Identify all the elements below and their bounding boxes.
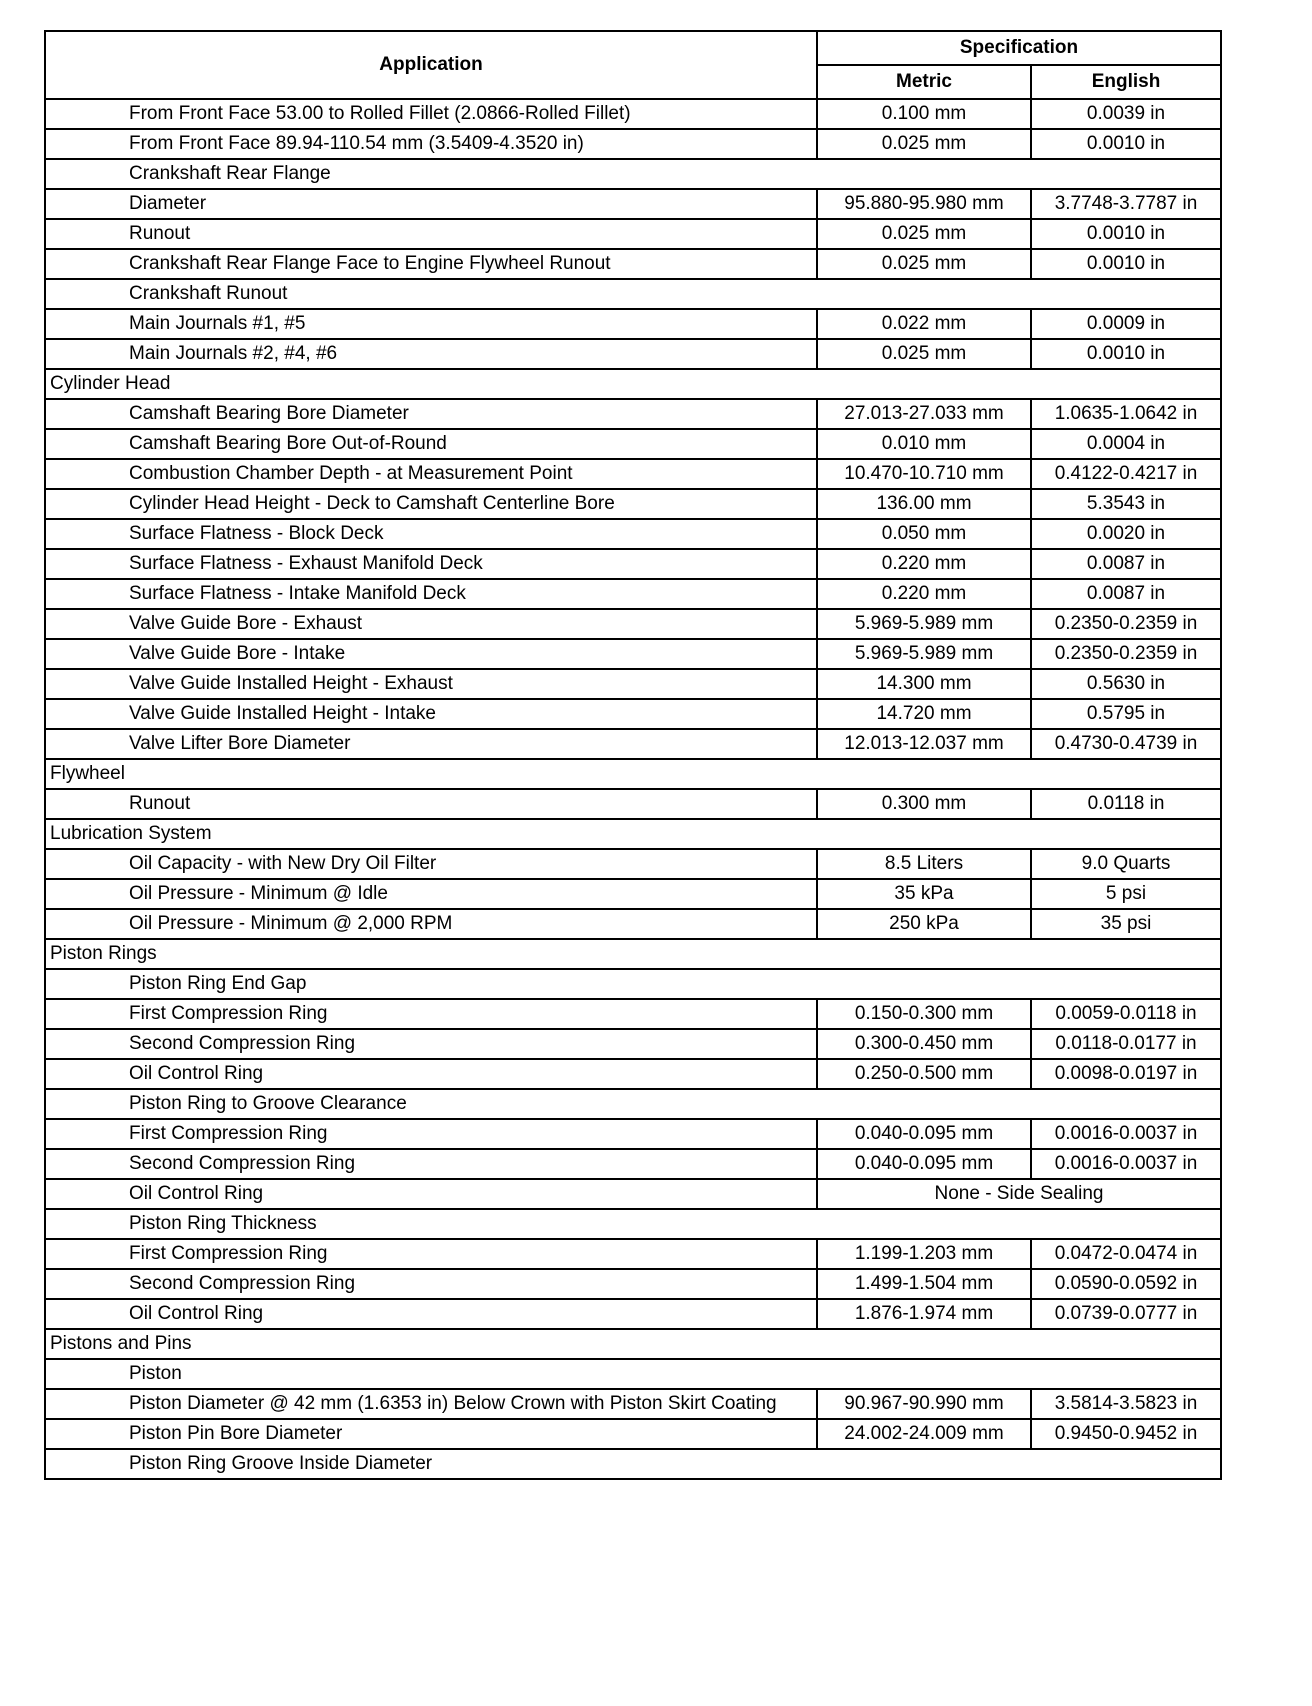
- row-label: Oil Capacity - with New Dry Oil Filter: [45, 849, 817, 879]
- table-row: [45, 1059, 1221, 1089]
- row-label: Valve Guide Bore - Intake: [45, 639, 817, 669]
- english-value: 0.9450-0.9452 in: [1031, 1419, 1221, 1449]
- table-row: [45, 99, 1221, 129]
- metric-value: 0.040-0.095 mm: [817, 1149, 1031, 1179]
- english-value: 35 psi: [1031, 909, 1221, 939]
- table-row: [45, 399, 1221, 429]
- english-value: 0.0020 in: [1031, 519, 1221, 549]
- table-row: [45, 1119, 1221, 1149]
- row-label: Valve Lifter Bore Diameter: [45, 729, 817, 759]
- row-label: Second Compression Ring: [45, 1269, 817, 1299]
- english-value: 0.0590-0.0592 in: [1031, 1269, 1221, 1299]
- section-label: Piston Rings: [45, 939, 1221, 969]
- english-value: 0.0016-0.0037 in: [1031, 1119, 1221, 1149]
- row-label: Oil Control Ring: [45, 1059, 817, 1089]
- section-label: Lubrication System: [45, 819, 1221, 849]
- english-value: 0.5795 in: [1031, 699, 1221, 729]
- table-row: [45, 489, 1221, 519]
- metric-value: 0.220 mm: [817, 549, 1031, 579]
- table-row: [45, 1239, 1221, 1269]
- row-label: Crankshaft Rear Flange Face to Engine Flywheel Runout: [45, 249, 817, 279]
- row-label: First Compression Ring: [45, 1119, 817, 1149]
- row-label: From Front Face 89.94-110.54 mm (3.5409-4.3520 in): [45, 129, 817, 159]
- metric-value: 1.199-1.203 mm: [817, 1239, 1031, 1269]
- english-value: 5.3543 in: [1031, 489, 1221, 519]
- section-label: Cylinder Head: [45, 369, 1221, 399]
- table-row: [45, 1299, 1221, 1329]
- section-label: Pistons and Pins: [45, 1329, 1221, 1359]
- row-label: First Compression Ring: [45, 999, 817, 1029]
- metric-value: 0.300 mm: [817, 789, 1031, 819]
- table-row: [45, 1269, 1221, 1299]
- row-label: First Compression Ring: [45, 1239, 817, 1269]
- english-value: 0.0098-0.0197 in: [1031, 1059, 1221, 1089]
- table-row: [45, 519, 1221, 549]
- row-label: Piston Ring Groove Inside Diameter: [45, 1449, 1221, 1479]
- table-row: [45, 1389, 1221, 1419]
- table-row: [45, 879, 1221, 909]
- row-label: Piston Ring End Gap: [45, 969, 1221, 999]
- metric-value: 10.470-10.710 mm: [817, 459, 1031, 489]
- table-header: [45, 31, 1221, 99]
- metric-value: 24.002-24.009 mm: [817, 1419, 1031, 1449]
- table-row: [45, 699, 1221, 729]
- metric-value: 0.010 mm: [817, 429, 1031, 459]
- table-row: [45, 219, 1221, 249]
- row-label: Second Compression Ring: [45, 1029, 817, 1059]
- row-label: Valve Guide Installed Height - Intake: [45, 699, 817, 729]
- table-row: [45, 999, 1221, 1029]
- english-value: 9.0 Quarts: [1031, 849, 1221, 879]
- table-row: [45, 639, 1221, 669]
- metric-value: 95.880-95.980 mm: [817, 189, 1031, 219]
- table-row: [45, 819, 1221, 849]
- english-value: 3.5814-3.5823 in: [1031, 1389, 1221, 1419]
- metric-value: 0.100 mm: [817, 99, 1031, 129]
- row-label: Piston Ring to Groove Clearance: [45, 1089, 1221, 1119]
- table-row: [45, 1209, 1221, 1239]
- table-row: [45, 249, 1221, 279]
- metric-value: 90.967-90.990 mm: [817, 1389, 1031, 1419]
- table-row: [45, 969, 1221, 999]
- english-header: English: [1031, 65, 1221, 99]
- metric-value: 0.025 mm: [817, 129, 1031, 159]
- row-label: Camshaft Bearing Bore Diameter: [45, 399, 817, 429]
- row-label: Piston: [45, 1359, 1221, 1389]
- table-row: [45, 939, 1221, 969]
- row-label: Piston Ring Thickness: [45, 1209, 1221, 1239]
- english-value: 0.0118-0.0177 in: [1031, 1029, 1221, 1059]
- english-value: 5 psi: [1031, 879, 1221, 909]
- metric-value: 1.499-1.504 mm: [817, 1269, 1031, 1299]
- row-label: Oil Pressure - Minimum @ Idle: [45, 879, 817, 909]
- table-row: [45, 1419, 1221, 1449]
- metric-value: 0.025 mm: [817, 339, 1031, 369]
- english-value: 0.0010 in: [1031, 129, 1221, 159]
- table-row: [45, 1149, 1221, 1179]
- row-label: Cylinder Head Height - Deck to Camshaft Centerline Bore: [45, 489, 817, 519]
- english-value: 1.0635-1.0642 in: [1031, 399, 1221, 429]
- row-label: Oil Control Ring: [45, 1179, 817, 1209]
- row-label: Camshaft Bearing Bore Out-of-Round: [45, 429, 817, 459]
- metric-value: 0.040-0.095 mm: [817, 1119, 1031, 1149]
- metric-value: 8.5 Liters: [817, 849, 1031, 879]
- row-label: Crankshaft Runout: [45, 279, 1221, 309]
- metric-value: 5.969-5.989 mm: [817, 639, 1031, 669]
- table-row: [45, 129, 1221, 159]
- table-row: [45, 1359, 1221, 1389]
- english-value: 0.5630 in: [1031, 669, 1221, 699]
- table-row: [45, 339, 1221, 369]
- row-label: Oil Control Ring: [45, 1299, 817, 1329]
- row-label: Runout: [45, 789, 817, 819]
- row-label: Piston Diameter @ 42 mm (1.6353 in) Below Crown with Piston Skirt Coating: [45, 1389, 817, 1419]
- metric-value: 5.969-5.989 mm: [817, 609, 1031, 639]
- row-label: Piston Pin Bore Diameter: [45, 1419, 817, 1449]
- metric-value: 14.300 mm: [817, 669, 1031, 699]
- metric-value: 0.300-0.450 mm: [817, 1029, 1031, 1059]
- english-value: 0.0010 in: [1031, 249, 1221, 279]
- english-value: 0.0016-0.0037 in: [1031, 1149, 1221, 1179]
- table-row: [45, 189, 1221, 219]
- row-label: Crankshaft Rear Flange: [45, 159, 1221, 189]
- english-value: 0.0118 in: [1031, 789, 1221, 819]
- table-row: [45, 579, 1221, 609]
- english-value: 0.4730-0.4739 in: [1031, 729, 1221, 759]
- english-value: 0.0059-0.0118 in: [1031, 999, 1221, 1029]
- english-value: 0.0739-0.0777 in: [1031, 1299, 1221, 1329]
- row-label: Oil Pressure - Minimum @ 2,000 RPM: [45, 909, 817, 939]
- metric-value: 14.720 mm: [817, 699, 1031, 729]
- section-label: Flywheel: [45, 759, 1221, 789]
- metric-value: 0.050 mm: [817, 519, 1031, 549]
- table-row: [45, 549, 1221, 579]
- metric-value: 0.025 mm: [817, 249, 1031, 279]
- english-value: 0.0010 in: [1031, 219, 1221, 249]
- metric-value: 1.876-1.974 mm: [817, 1299, 1031, 1329]
- table-row: [45, 759, 1221, 789]
- row-label: Surface Flatness - Exhaust Manifold Deck: [45, 549, 817, 579]
- table-row: [45, 1089, 1221, 1119]
- table-row: [45, 1449, 1221, 1479]
- metric-value: 0.250-0.500 mm: [817, 1059, 1031, 1089]
- metric-value: 35 kPa: [817, 879, 1031, 909]
- specification-header: Specification: [817, 31, 1221, 65]
- english-value: 3.7748-3.7787 in: [1031, 189, 1221, 219]
- row-label: Valve Guide Bore - Exhaust: [45, 609, 817, 639]
- table-row: [45, 159, 1221, 189]
- row-label: Runout: [45, 219, 817, 249]
- metric-value: 12.013-12.037 mm: [817, 729, 1031, 759]
- combined-spec-value: None - Side Sealing: [817, 1179, 1221, 1209]
- table-row: [45, 669, 1221, 699]
- table-row: [45, 609, 1221, 639]
- english-value: 0.0472-0.0474 in: [1031, 1239, 1221, 1269]
- table-row: [45, 789, 1221, 819]
- english-value: 0.4122-0.4217 in: [1031, 459, 1221, 489]
- english-value: 0.0087 in: [1031, 549, 1221, 579]
- specification-table: [44, 30, 1222, 1480]
- row-label: Valve Guide Installed Height - Exhaust: [45, 669, 817, 699]
- metric-value: 136.00 mm: [817, 489, 1031, 519]
- english-value: 0.2350-0.2359 in: [1031, 639, 1221, 669]
- table-row: [45, 1329, 1221, 1359]
- row-label: Diameter: [45, 189, 817, 219]
- table-row: [45, 429, 1221, 459]
- row-label: Main Journals #2, #4, #6: [45, 339, 817, 369]
- metric-value: 250 kPa: [817, 909, 1031, 939]
- metric-header: Metric: [817, 65, 1031, 99]
- english-value: 0.0039 in: [1031, 99, 1221, 129]
- row-label: From Front Face 53.00 to Rolled Fillet (2.0866-Rolled Fillet): [45, 99, 817, 129]
- table-row: [45, 369, 1221, 399]
- english-value: 0.0009 in: [1031, 309, 1221, 339]
- table-row: [45, 309, 1221, 339]
- english-value: 0.2350-0.2359 in: [1031, 609, 1221, 639]
- table-row: [45, 459, 1221, 489]
- row-label: Combustion Chamber Depth - at Measurement Point: [45, 459, 817, 489]
- english-value: 0.0004 in: [1031, 429, 1221, 459]
- metric-value: 0.022 mm: [817, 309, 1031, 339]
- metric-value: 27.013-27.033 mm: [817, 399, 1031, 429]
- english-value: 0.0010 in: [1031, 339, 1221, 369]
- application-header: Application: [45, 31, 817, 99]
- table-row: [45, 1179, 1221, 1209]
- row-label: Surface Flatness - Block Deck: [45, 519, 817, 549]
- table-row: [45, 909, 1221, 939]
- metric-value: 0.220 mm: [817, 579, 1031, 609]
- row-label: Second Compression Ring: [45, 1149, 817, 1179]
- row-label: Surface Flatness - Intake Manifold Deck: [45, 579, 817, 609]
- table-row: [45, 1029, 1221, 1059]
- english-value: 0.0087 in: [1031, 579, 1221, 609]
- table-body: [45, 99, 1221, 1479]
- table-row: [45, 729, 1221, 759]
- metric-value: 0.150-0.300 mm: [817, 999, 1031, 1029]
- table-row: [45, 849, 1221, 879]
- metric-value: 0.025 mm: [817, 219, 1031, 249]
- table-row: [45, 279, 1221, 309]
- row-label: Main Journals #1, #5: [45, 309, 817, 339]
